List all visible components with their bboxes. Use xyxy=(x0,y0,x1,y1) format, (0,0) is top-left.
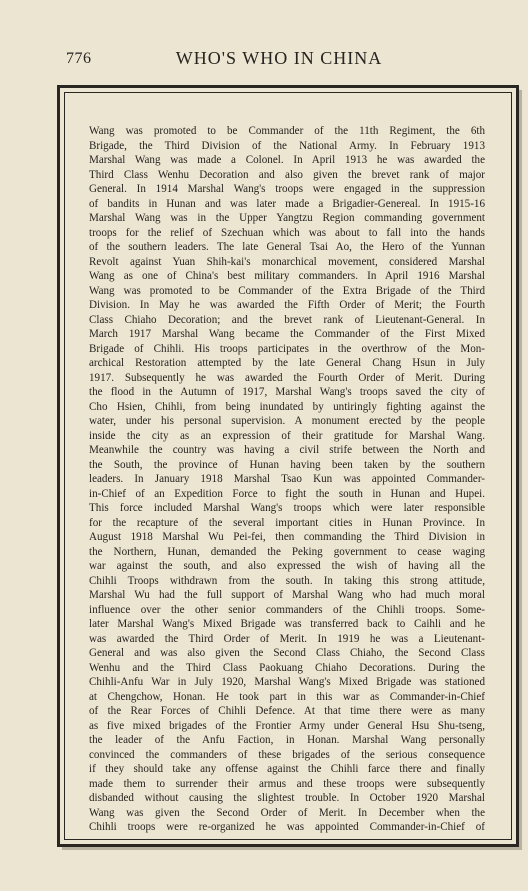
text-line: March 1917 Marshal Wang became the Commander of the First Mixed xyxy=(89,328,485,340)
text-line: inside the city as an expression of their gratitude for Marshal Wang. xyxy=(89,429,485,442)
running-title: WHO'S WHO IN CHINA xyxy=(175,48,383,68)
text-line: Brigade of Chihli. His troops participates in the overthrow of the Mon- xyxy=(89,342,485,355)
text-line: General and was also given the Second Class Chiaho, the Second Class xyxy=(89,647,485,659)
text-line: of the southern leaders. The late General Tsai Ao, the Hero of the Yunnan xyxy=(89,241,485,253)
text-line: Class Chiaho Decoration; and the brevet rank of Lieutenant-General. In xyxy=(89,313,485,326)
text-line: Marshal Wu had the full support of Marshal Wang who had much moral xyxy=(89,589,485,601)
page-header xyxy=(0,48,528,72)
text-line: troops for the relief of Szechuan which was about to fall into the hands xyxy=(89,226,485,239)
frame-shadow xyxy=(519,90,522,847)
text-line: convinced the commanders of these brigades of the serious consequence xyxy=(89,748,485,761)
text-line: Division. In May he was awarded the Fifth Order of Merit; the Fourth xyxy=(89,299,485,311)
text-line: Chihli-Anfu War in July 1920, Marshal Wang's Mixed Brigade was stationed xyxy=(89,676,485,688)
text-line: in-Chief of an Expedition Force to fight the south in Hunan and Hupei. xyxy=(89,487,485,500)
text-line: 1917. Subsequently he was awarded the Fourth Order of Merit. During xyxy=(89,371,485,384)
text-line: war against the south, and also expressed the wish of having all the xyxy=(89,560,485,572)
text-line: Chihli Troops withdrawn from the south. In taking this strong attitude, xyxy=(89,574,485,587)
text-line: Third Class Wenhu Decoration and also given the brevet rank of major xyxy=(89,168,485,181)
text-line: water, under his personal supervision. A monument erected by the people xyxy=(89,415,485,427)
text-line: influence over the other senior commanders of the Chihli troops. Some- xyxy=(89,603,485,616)
text-line: Wang as one of China's best military commanders. In April 1916 Marshal xyxy=(89,270,485,282)
text-line: Meanwhile the country was having a civil strife between the North and xyxy=(89,444,485,456)
text-line: disbanded without causing the slightest trouble. In October 1920 Marshal xyxy=(89,792,485,804)
text-line: archical Restoration attempted by the late General Chang Hsun in July xyxy=(89,357,485,369)
text-line: for the recapture of the several important cities in Hunan Province. In xyxy=(89,516,485,529)
text-line: Brigade, the Third Division of the National Army. In February 1913 xyxy=(89,139,485,152)
text-line: of the Rear Forces of Chihli Defence. At that time there were as many xyxy=(89,705,485,717)
text-line: made them to surrender their armus and these troops were subsequently xyxy=(89,777,485,790)
text-line: the leader of the Anfu Faction, in Honan. Marshal Wang personally xyxy=(89,734,485,746)
text-line: Cho Hsien, Chihli, from being inundated by untiringly fighting against the xyxy=(89,400,485,413)
text-line: the flood in the Autumn of 1917, Marshal Wang's troops saved the city of xyxy=(89,386,485,398)
text-line: This force included Marshal Wang's troops which were later responsible xyxy=(89,502,485,514)
text-line: at Chengchow, Honan. He took part in this war as Commander-in-Chief xyxy=(89,690,485,703)
text-line: as five mixed brigades of the Frontier Army under General Hsu Shu-tseng, xyxy=(89,719,485,732)
frame-shadow xyxy=(62,847,522,850)
text-line: was awarded the Third Order of Merit. In 1919 he was a Lieutenant- xyxy=(89,632,485,645)
text-line: Wenhu and the Third Class Paokuang Chiaho Decorations. During the xyxy=(89,661,485,674)
text-line: Chihli troops were re-organized he was appointed Commander-in-Chief of xyxy=(89,821,485,833)
biography-text xyxy=(89,124,485,835)
text-line: if they should take any offense against the Chihli farce there and finally xyxy=(89,763,485,775)
text-line: Wang was promoted to be Commander of the 11th Regiment, the 6th xyxy=(89,125,485,137)
text-line: the South, the province of Hunan having been taken by the southern xyxy=(89,458,485,471)
page-number: 776 xyxy=(66,50,92,67)
text-line: General. In 1914 Marshal Wang's troops were engaged in the suppression xyxy=(89,183,485,195)
text-line: leaders. In January 1918 Marshal Tsao Kun was appointed Commander- xyxy=(89,473,485,485)
text-line: Marshal Wang was made a Colonel. In April 1913 he was awarded the xyxy=(89,154,485,166)
text-line: the Northern, Hunan, demanded the Peking government to cease waging xyxy=(89,545,485,558)
text-line: Wang was promoted to be Commander of the Extra Brigade of the Third xyxy=(89,284,485,297)
text-line: Revolt against Yuan Shih-kai's monarchical movement, considered Marshal xyxy=(89,255,485,268)
text-line: Wang was given the Second Order of Merit. In December when the xyxy=(89,806,485,819)
text-line: of bandits in Hunan and was later made a Brigadier-Genereal. In 1915-16 xyxy=(89,197,485,210)
text-line: Marshal Wang was in the Upper Yangtzu Region commanding government xyxy=(89,212,485,224)
text-line: later Marshal Wang's Mixed Brigade was transferred back to Caihli and he xyxy=(89,618,485,630)
text-line: August 1918 Marshal Wu Pei-fei, then commanding the Third Division in xyxy=(89,531,485,543)
